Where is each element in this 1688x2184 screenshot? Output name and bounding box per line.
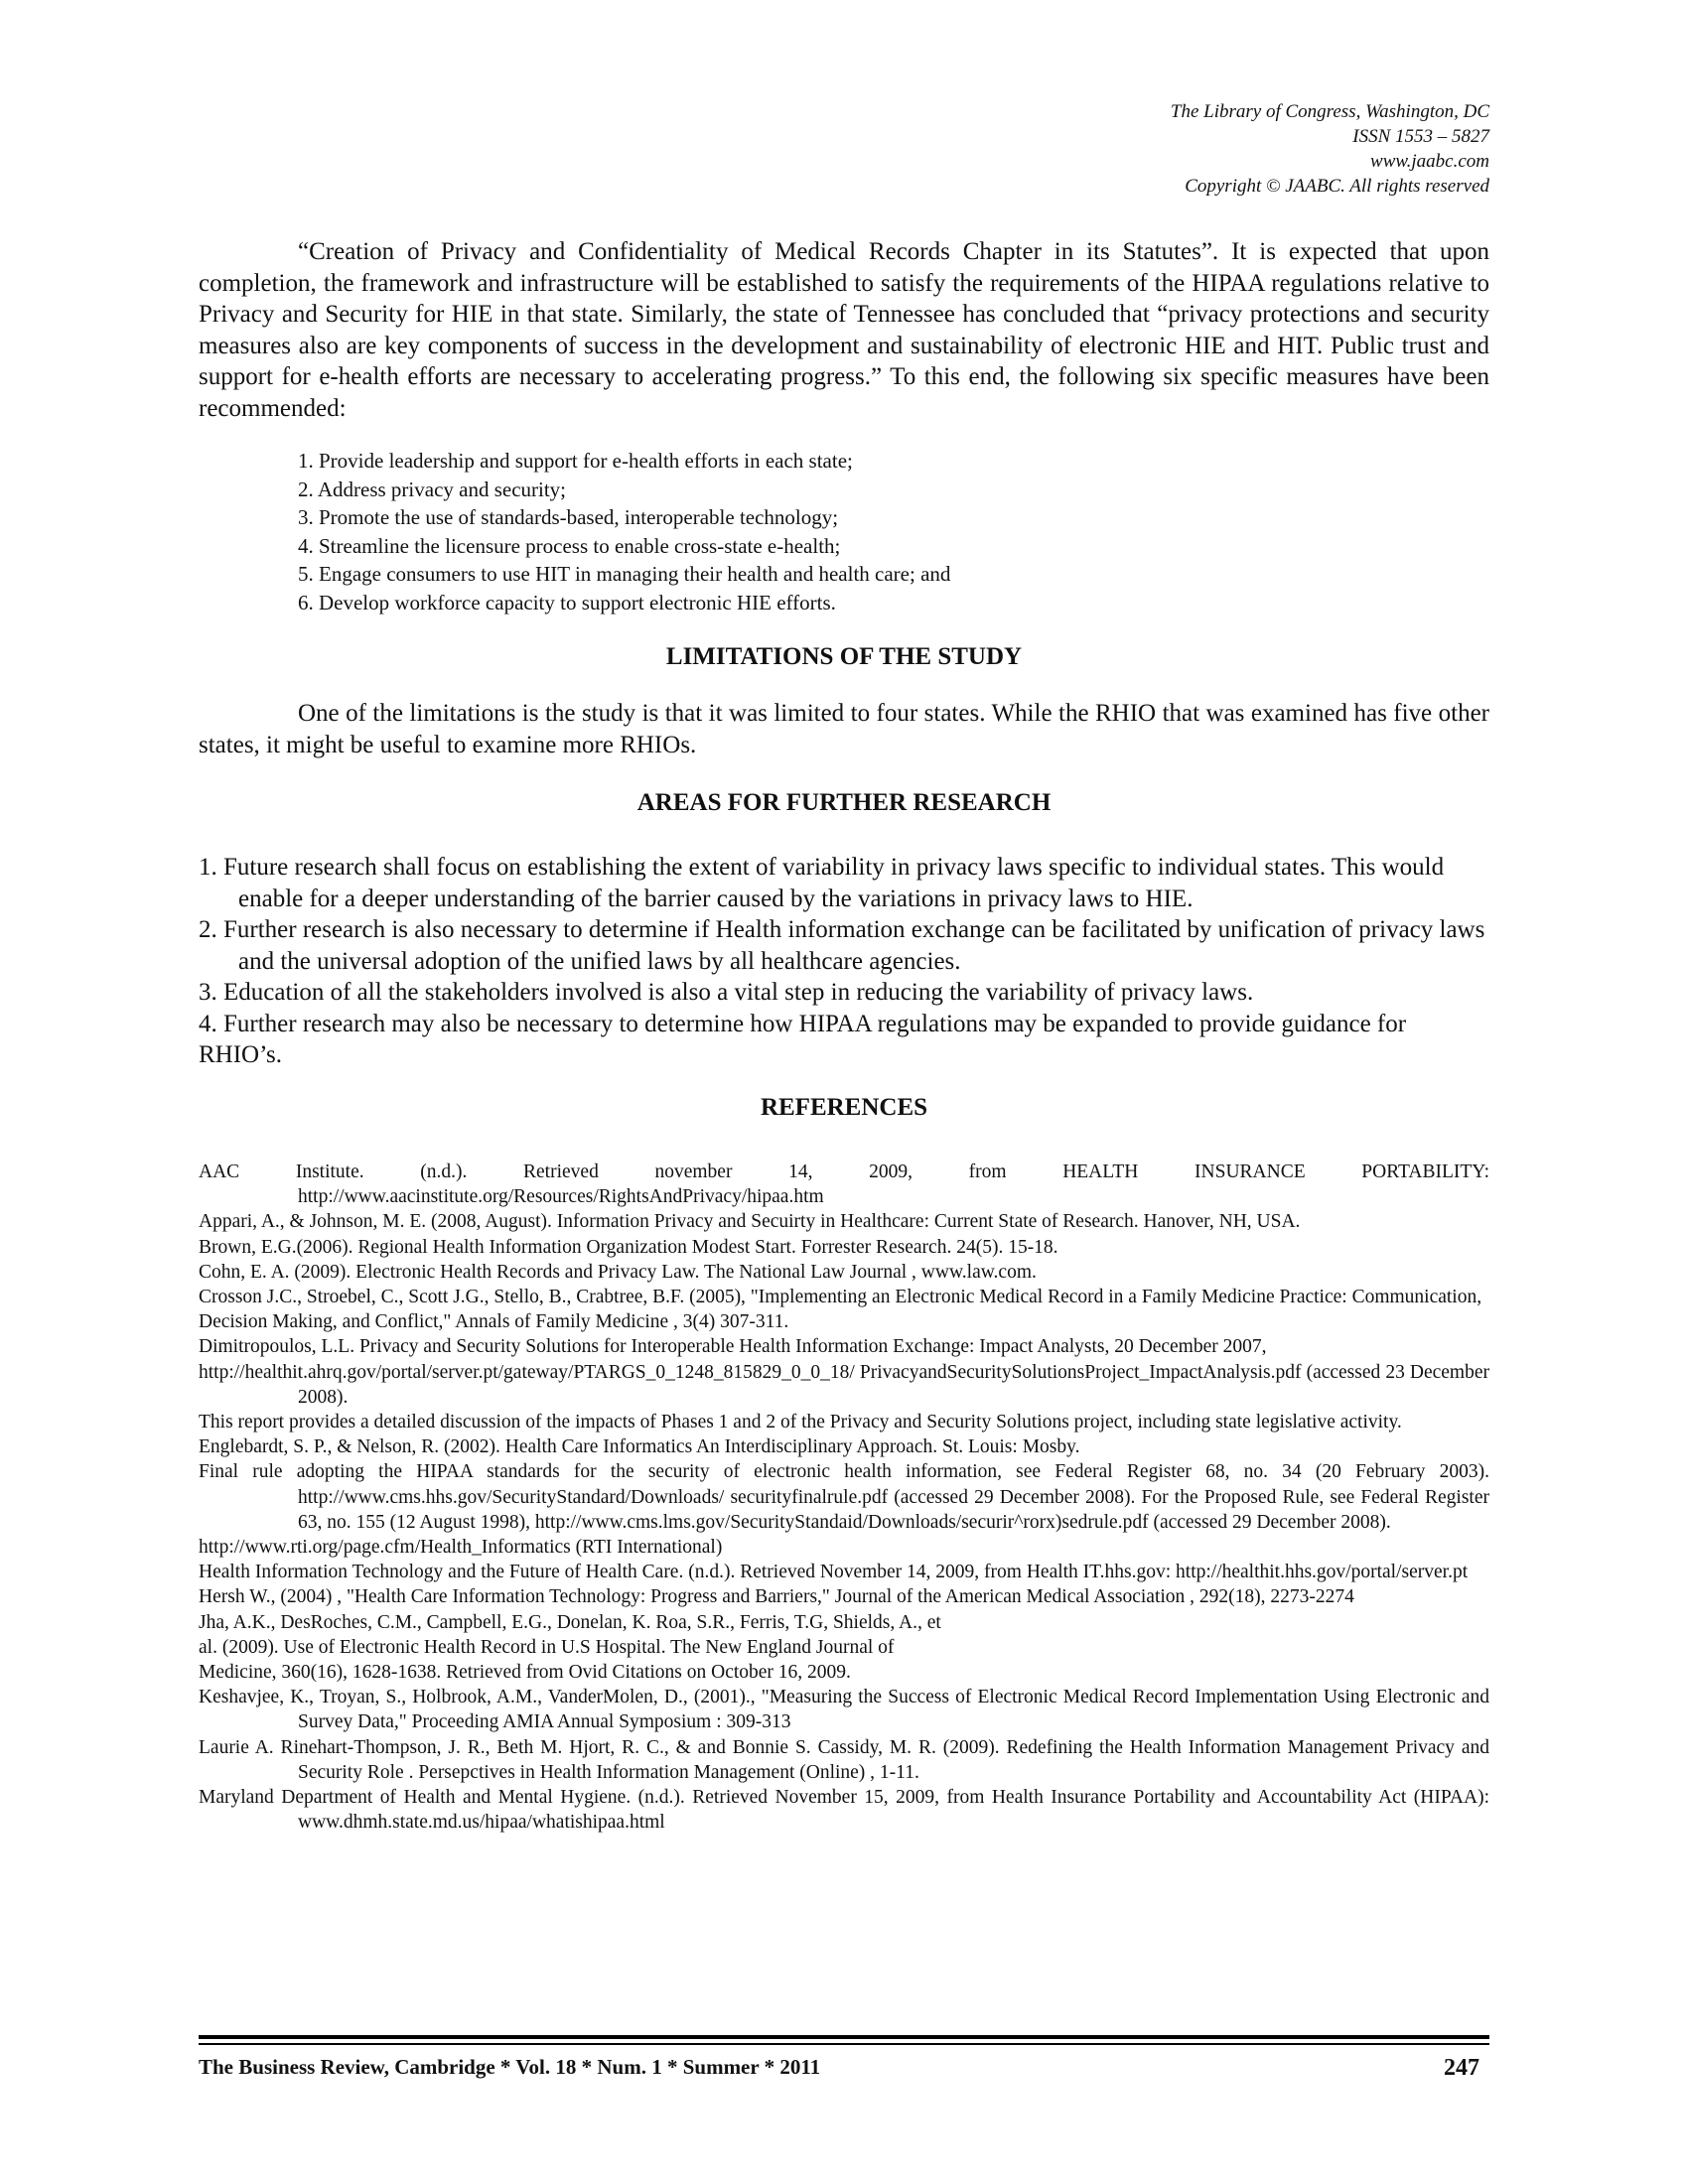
reference-item: Brown, E.G.(2006). Regional Health Information Organization Modest Start. Forrester Research. 24(5). 15-18.	[199, 1236, 1058, 1258]
reference-item: http://healthit.ahrq.gov/portal/server.pt/gateway/PTARGS_0_1248_815829_0_0_18/ PrivacyandSecuritySolutionsProject_ImpactAnalysis.pdf (accessed 23 December 2008).	[199, 1361, 1489, 1408]
reference-item: Englebardt, S. P., & Nelson, R. (2002). Health Care Informatics An Interdisciplinary Approach. St. Louis: Mosby.	[199, 1436, 1080, 1458]
reference-item: Appari, A., & Johnson, M. E. (2008, August). Information Privacy and Secuirty in Healthcare: Current State of Research. Hanover, NH, USA.	[199, 1211, 1301, 1233]
header-copyright: Copyright © JAABC. All rights reserved	[1185, 176, 1489, 197]
header-website: www.jaabc.com	[1370, 151, 1489, 172]
reference-item: Dimitropoulos, L.L. Privacy and Security Solutions for Interoperable Health Information Exchange: Impact Analysts, 20 December 2007,	[199, 1336, 1267, 1358]
list-item: 2. Further research is also necessary to determine if Health information exchange can be facilitated by unification of privacy laws and the universal adoption of the unified laws by all healthcare agencies.	[199, 916, 1485, 975]
reference-item: AAC Institute. (n.d.). Retrieved november 14, 2009, from HEALTH INSURANCE PORTABILITY: http://www.aacinstitute.org/Resources/RightsAndPrivacy/hipaa.htm	[199, 1161, 1489, 1208]
list-item: 3. Promote the use of standards-based, interoperable technology;	[298, 505, 839, 529]
header-library: The Library of Congress, Washington, DC	[1170, 101, 1489, 122]
reference-item: Health Information Technology and the Future of Health Care. (n.d.). Retrieved November 14, 2009, from Health IT.hhs.gov: http://healthit.hhs.gov/portal/server.pt	[199, 1562, 1469, 1583]
page-footer	[199, 2055, 1489, 2080]
footer-rule-thick	[199, 2035, 1489, 2039]
measures-list	[298, 447, 1390, 616]
list-item: 4. Streamline the licensure process to enable cross-state e-health;	[298, 533, 841, 558]
references-heading: REFERENCES	[760, 1094, 928, 1121]
list-item: 3. Education of all the stakeholders involved is also a vital step in reducing the variability of privacy laws.	[199, 979, 1254, 1006]
further-research-list	[199, 852, 1489, 1071]
reference-item: Keshavjee, K., Troyan, S., Holbrook, A.M., VanderMolen, D., (2001)., "Measuring the Success of Electronic Medical Record Implementation Using Electronic and Survey Data," Proceeding AMIA Annual Symposium : 309-313	[199, 1687, 1489, 1733]
reference-item: Maryland Department of Health and Mental Hygiene. (n.d.). Retrieved November 15, 2009, from Health Insurance Portability and Accountability Act (HIPAA): www.dhmh.state.md.us/hipaa/whatishipaa.html	[199, 1787, 1489, 1834]
header-issn: ISSN 1553 – 5827	[1352, 126, 1489, 147]
intro-section	[199, 236, 1489, 424]
footer-rule-thin	[199, 2043, 1489, 2045]
limitations-paragraph: One of the limitations is the study is that it was limited to four states. While the RHIO that was examined has five other states, it might be useful to examine more RHIOs.	[199, 700, 1489, 758]
list-item: 1. Provide leadership and support for e-health efforts in each state;	[298, 449, 853, 473]
running-header	[1171, 99, 1489, 199]
list-item: 4. Further research may also be necessary to determine how HIPAA regulations may be expanded to provide guidance for RHIO’s.	[199, 1010, 1407, 1068]
list-item: 2. Address privacy and security;	[298, 477, 567, 501]
footer-journal: The Business Review, Cambridge * Vol. 18 * Num. 1 * Summer * 2011	[199, 2055, 821, 2079]
reference-item: Hersh W., (2004) , "Health Care Information Technology: Progress and Barriers," Journal of the American Medical Association , 292(18), 2273-2274	[199, 1586, 1354, 1608]
list-item: 1. Future research shall focus on establishing the extent of variability in privacy laws specific to individual states. This would enable for a deeper understanding of the barrier caused by the variations in privacy laws to HIE.	[199, 854, 1445, 912]
reference-item: This report provides a detailed discussion of the impacts of Phases 1 and 2 of the Privacy and Security Solutions project, including state legislative activity.	[199, 1412, 1402, 1433]
reference-item: Final rule adopting the HIPAA standards for the security of electronic health information, see Federal Register 68, no. 34 (20 February 2003). http://www.cms.hhs.gov/SecurityStandard/Downloads/ securityfinalrule.pdf (accessed 29 December 2008). For the Proposed Rule, see Federal Register 63, no. 155 (12 August 1998), http://www.cms.lms.gov/SecurityStandaid/Downloads/securir^rorx)sedrule.pdf (accessed 29 December 2008).	[199, 1461, 1489, 1533]
page-number: 247	[1444, 2055, 1479, 2081]
further-research-heading: AREAS FOR FURTHER RESEARCH	[636, 789, 1052, 816]
reference-item: Cohn, E. A. (2009). Electronic Health Records and Privacy Law. The National Law Journal , www.law.com.	[199, 1261, 1037, 1283]
reference-item: Crosson J.C., Stroebel, C., Scott J.G., Stello, B., Crabtree, B.F. (2005), "Implementing an Electronic Medical Record in a Family Medicine Practice: Communication,	[199, 1287, 1482, 1308]
reference-item: al. (2009). Use of Electronic Health Record in U.S Hospital. The New England Journal of	[199, 1636, 895, 1658]
reference-item: Medicine, 360(16), 1628-1638. Retrieved from Ovid Citations on October 16, 2009.	[199, 1662, 851, 1684]
limitations-section	[199, 698, 1489, 760]
intro-paragraph: “Creation of Privacy and Confidentiality of Medical Records Chapter in its Statutes”. It is expected that upon completion, the framework and infrastructure will be established to satisfy the requirements of the HIPAA regulations relative to Privacy and Security for HIE in that state. Similarly, the state of Tennessee has concluded that “privacy protections and security measures also are key components of success in the development and sustainability of electronic HIE and HIT. Public trust and support for e-health efforts are necessary to accelerating progress.” To this end, the following six specific measures have been recommended:	[199, 238, 1489, 422]
list-item: 6. Develop workforce capacity to support electronic HIE efforts.	[298, 590, 836, 614]
limitations-heading: LIMITATIONS OF THE STUDY	[665, 643, 1023, 670]
reference-item: Laurie A. Rinehart-Thompson, J. R., Beth M. Hjort, R. C., & and Bonnie S. Cassidy, M. R. (2009). Redefining the Health Information Management Privacy and Security Role . Persepctives in Health Information Management (Online) , 1-11.	[199, 1736, 1489, 1783]
reference-item: Decision Making, and Conflict," Annals of Family Medicine , 3(4) 307-311.	[199, 1311, 789, 1333]
references-list	[199, 1160, 1489, 1835]
list-item: 5. Engage consumers to use HIT in managing their health and health care; and	[298, 562, 951, 586]
reference-item: Jha, A.K., DesRoches, C.M., Campbell, E.G., Donelan, K. Roa, S.R., Ferris, T.G, Shields, A., et	[199, 1611, 941, 1633]
reference-item: http://www.rti.org/page.cfm/Health_Informatics (RTI International)	[199, 1537, 723, 1559]
